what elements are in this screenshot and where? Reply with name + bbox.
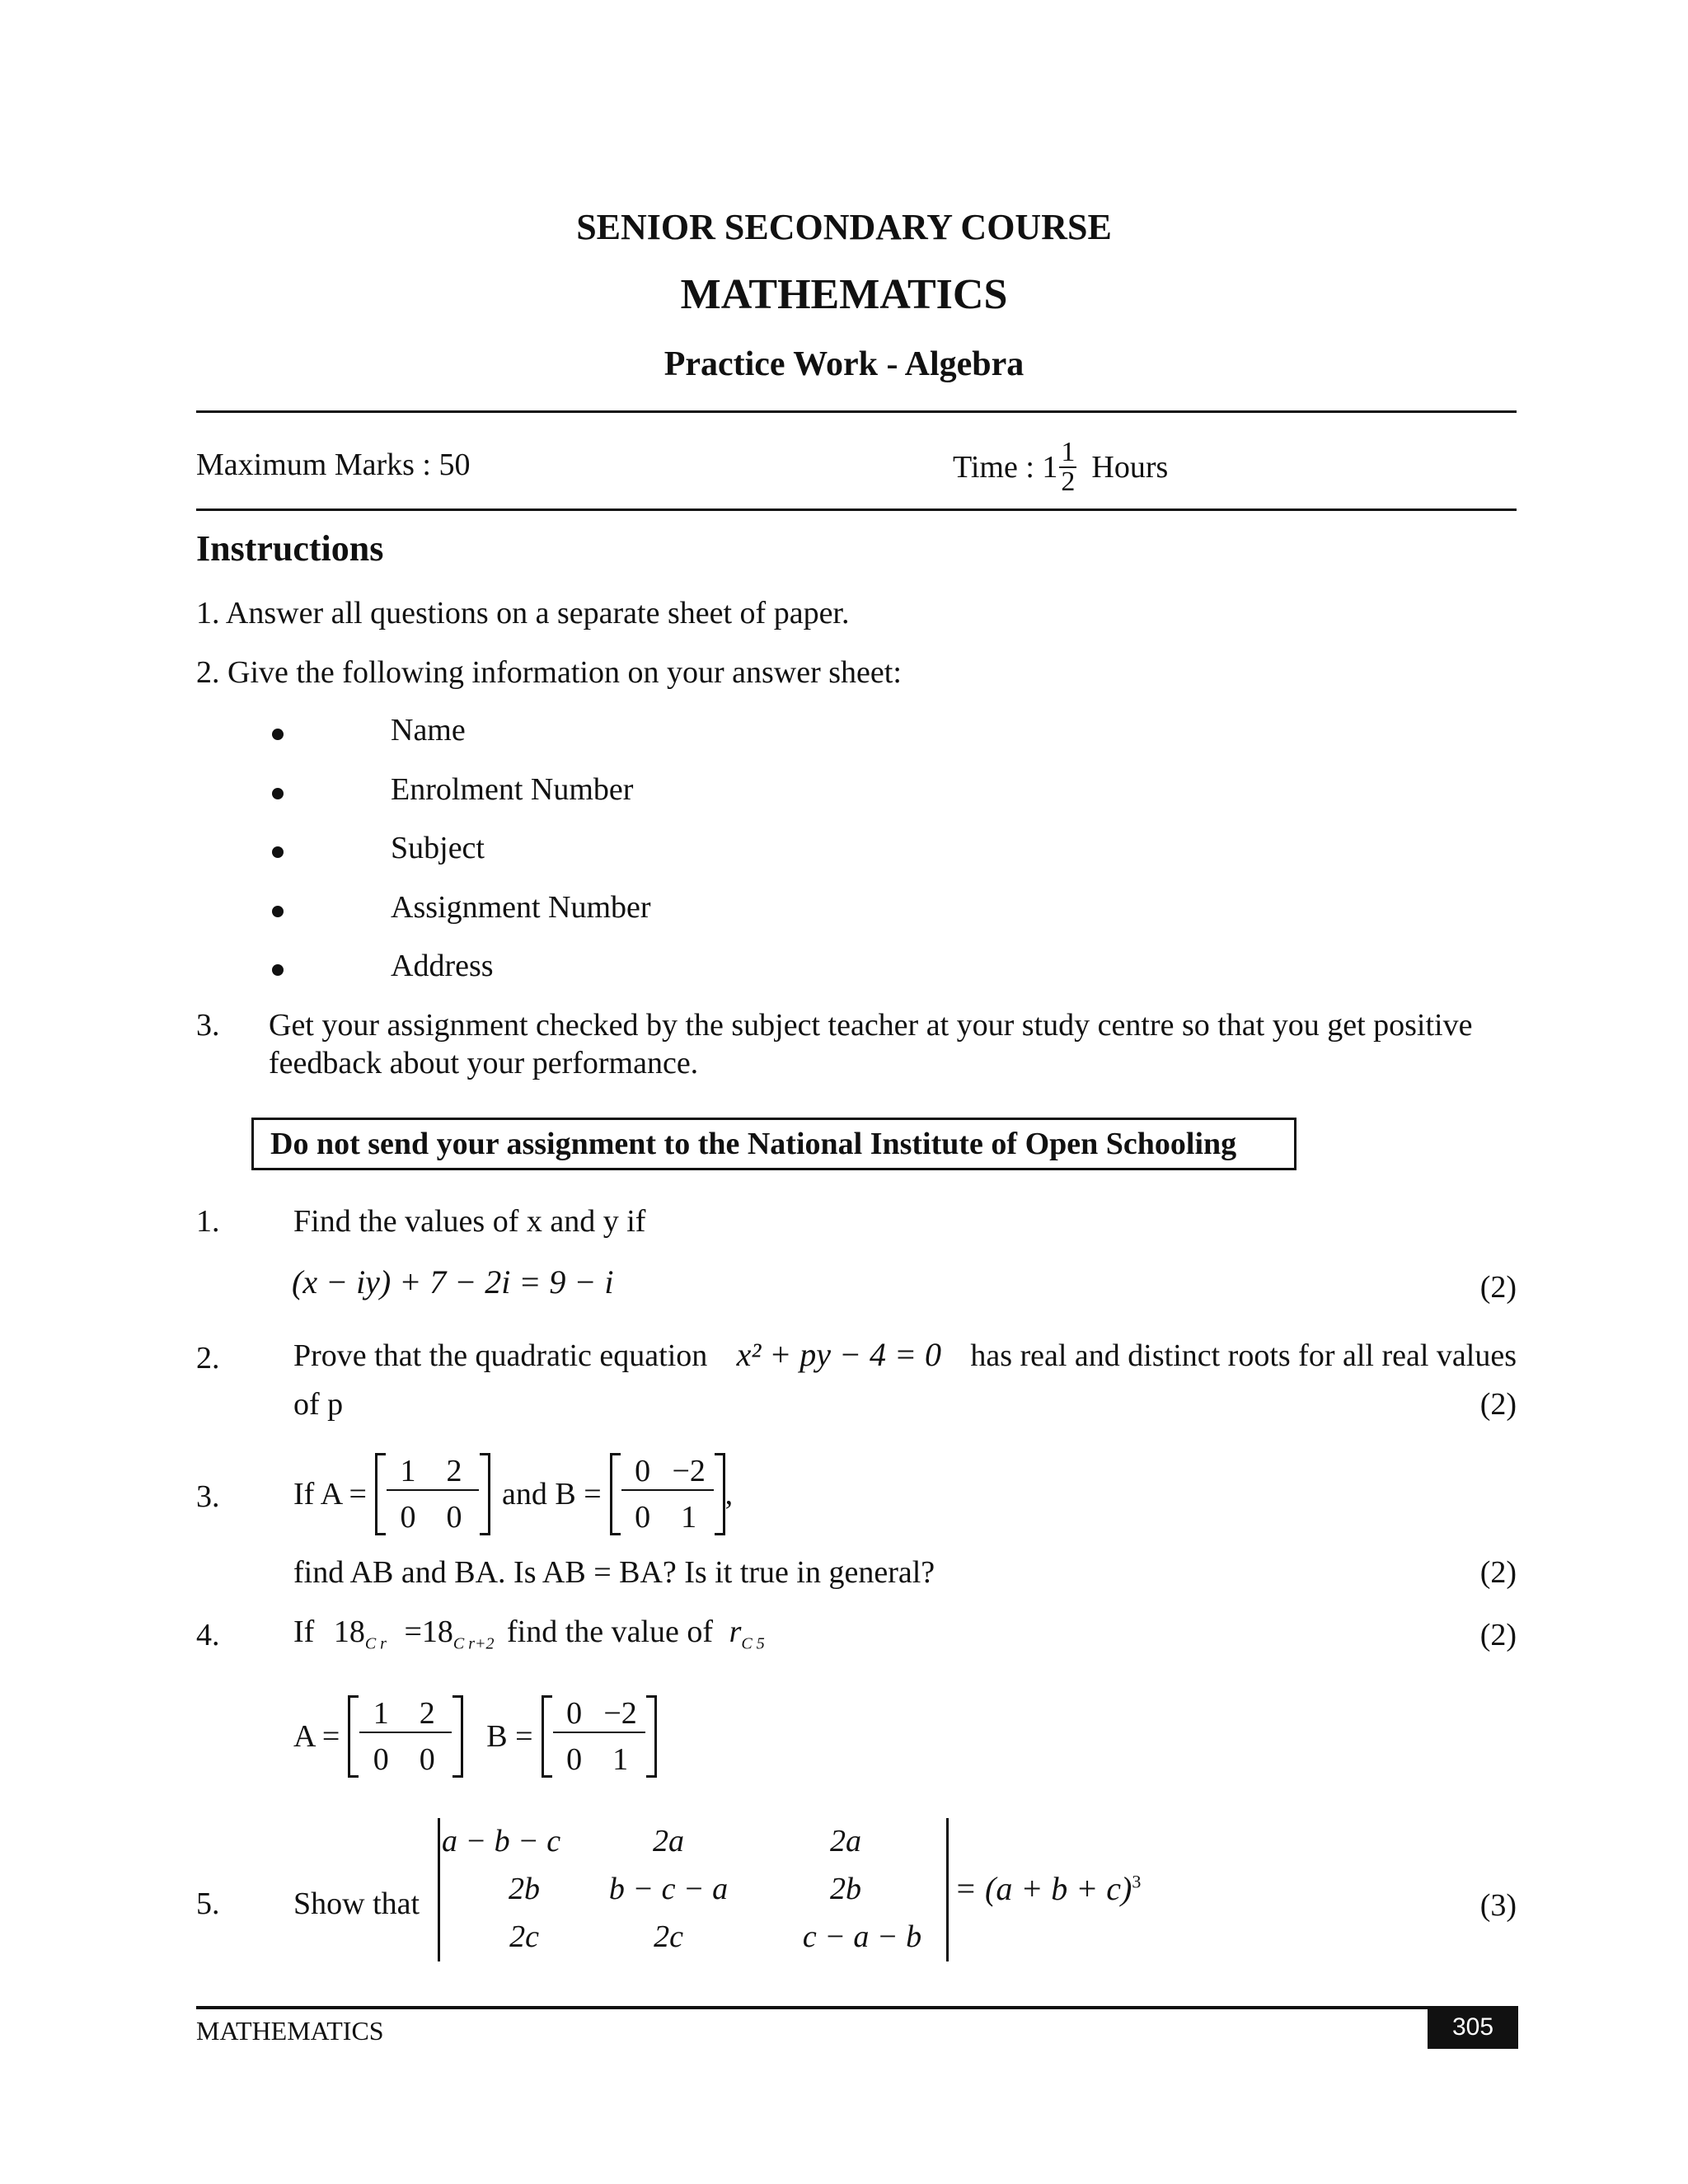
matrix-a-cell: 0 [373,1742,389,1777]
bullet-dot [272,964,284,976]
page-title: Practice Work - Algebra [663,345,1025,383]
matrix-a [348,1695,463,1778]
q4-equals: = [404,1615,422,1649]
q2-equation: x² + py − 4 = 0 [736,1336,942,1373]
matrix-b-cell: 0 [621,1453,664,1491]
subject-title: MATHEMATICS [680,271,1008,318]
q2-text-b: has real and distinct roots for all real values [970,1338,1517,1373]
footer-subject: MATHEMATICS [196,2016,384,2046]
matrix-a-cell: 1 [387,1453,429,1491]
q4-sub-left: C r [364,1634,387,1653]
q5-marks: (3) [1479,1888,1517,1923]
q3-marks: (2) [1479,1555,1517,1590]
q4-base-right: 18 [421,1615,453,1649]
instruction-3-line2: feedback about your performance. [269,1046,699,1080]
determinant-left-bar [438,1818,440,1961]
q4-base-left: 18 [333,1615,365,1649]
matrix-b [610,1453,725,1535]
matrix-b-cell: 0 [635,1500,651,1535]
q5-text: Show that [293,1886,420,1921]
bullet-enrolment: Enrolment Number [391,772,634,807]
q1-number: 1. [196,1204,220,1239]
time-unit: Hours [1091,450,1169,485]
matrix-a-cell: 0 [446,1500,462,1535]
q4-matrices [293,1690,657,1783]
det-cell: c − a − b [802,1919,922,1954]
q4-sub-right: C r+2 [452,1634,495,1653]
bullet-dot [272,788,284,799]
q3-comma: , [724,1477,734,1511]
matrix-a [375,1453,490,1535]
matrix-b-cell: 0 [566,1742,583,1777]
det-cell: 2a [830,1824,861,1858]
instruction-2: 2. Give the following information on your answer sheet: [196,655,902,690]
time-label: Time : 1 [953,450,1058,485]
q3-and-b: and B = [502,1477,602,1511]
bullet-dot [272,846,284,858]
q2-marks: (2) [1479,1387,1517,1422]
time-allowed [953,430,1168,504]
instruction-3-line1: Get your assignment checked by the subject teacher at your study centre so that you get positive [269,1008,1473,1043]
footer-rule [196,2006,1432,2009]
det-cell: 2a [653,1824,684,1858]
q4-r: r [729,1615,742,1649]
q1-text: Find the values of x and y if [293,1204,646,1239]
course-title: SENIOR SECONDARY COURSE [576,207,1112,247]
det-cell: 2b [830,1872,861,1906]
time-fraction [1059,438,1076,496]
det-cell: a − b − c [442,1824,561,1858]
det-cell: 2b [509,1872,540,1906]
matrix-b-cell: −2 [596,1695,645,1733]
det-cell: 2c [509,1919,539,1954]
q4-marks: (2) [1479,1618,1517,1652]
bottom-rule [196,509,1517,511]
q5-rhs [954,1869,1141,1908]
instructions-heading: Instructions [196,528,384,569]
det-cell: b − c − a [608,1872,729,1906]
time-numerator: 1 [1061,437,1076,467]
q1-marks: (2) [1479,1270,1517,1305]
q4-if: If [293,1615,315,1649]
q2-line1 [293,1335,1517,1374]
bullet-address: Address [391,949,494,983]
q4-sub-r: C 5 [741,1634,765,1653]
q4-a-label: A = [293,1719,340,1754]
bullet-assignment: Assignment Number [391,890,651,925]
matrix-b [542,1695,657,1778]
q4-text: find the value of [507,1615,714,1649]
matrix-b-cell: 0 [553,1695,596,1733]
page-number: 305 [1428,2006,1518,2049]
determinant-right-bar [946,1818,949,1961]
q3-line [293,1447,733,1541]
instruction-3-number: 3. [196,1008,220,1043]
matrix-b-cell: 1 [612,1742,629,1777]
bullet-name: Name [391,713,466,748]
q5-number: 5. [196,1886,220,1921]
q3-number: 3. [196,1479,220,1514]
bullet-dot [272,729,284,740]
q4-number: 4. [196,1618,220,1652]
matrix-a-cell: 0 [400,1500,416,1535]
q3-if-a: If A = [293,1477,367,1511]
time-denominator: 2 [1061,466,1076,497]
q2-number: 2. [196,1341,220,1376]
q2-text-a: Prove that the quadratic equation [293,1338,708,1373]
instruction-1: 1. Answer all questions on a separate sheet of paper. [196,596,850,630]
top-rule [196,410,1517,413]
matrix-b-cell: −2 [664,1453,714,1491]
notice-box: Do not send your assignment to the National Institute of Open Schooling [251,1118,1296,1170]
q3-followup: find AB and BA. Is AB = BA? Is it true in general? [293,1555,935,1590]
q4-b-label: B = [486,1719,533,1754]
q1-equation: (x − iy) + 7 − 2i = 9 − i [292,1263,614,1301]
q5-rhs-power: 3 [1132,1871,1142,1892]
matrix-a-cell: 2 [429,1453,479,1491]
q4-line [293,1614,765,1654]
bullet-dot [272,906,284,917]
matrix-a-cell: 0 [419,1742,435,1777]
determinant [442,1821,945,1957]
bullet-subject: Subject [391,831,485,865]
q5-rhs-expr: = (a + b + c) [954,1870,1132,1907]
matrix-a-cell: 2 [402,1695,452,1733]
q2-text-c: of p [293,1387,344,1422]
matrix-a-cell: 1 [359,1695,402,1733]
matrix-b-cell: 1 [681,1500,697,1535]
max-marks: Maximum Marks : 50 [196,448,471,482]
det-cell: 2c [654,1919,683,1954]
